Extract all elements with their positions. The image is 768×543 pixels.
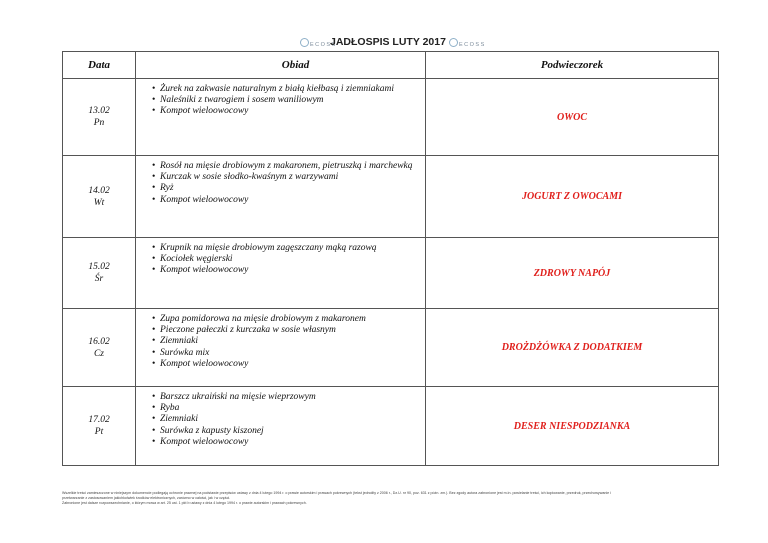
table-row xyxy=(63,156,719,238)
date-value: 17.02 xyxy=(88,415,110,425)
copyright-footer xyxy=(62,491,752,507)
dish-item: • Zupa pomidorowa na mięsie drobiowym z makaronem xyxy=(152,314,425,325)
day-value: Pn xyxy=(93,118,105,128)
day-value: Pt xyxy=(94,427,104,437)
page-header xyxy=(0,36,768,52)
dish-item: • Ryż xyxy=(152,183,425,194)
ecoss-logo-right: ECOSS xyxy=(449,38,486,48)
dish-item: • Kompot wieloowocowy xyxy=(152,265,425,276)
dishes-cell xyxy=(136,156,426,238)
date-cell xyxy=(63,79,136,156)
header-date: Data xyxy=(63,52,136,79)
dish-item: • Kompot wieloowocowy xyxy=(152,195,425,206)
table-row xyxy=(63,309,719,387)
dish-item: • Pieczone pałeczki z kurczaka w sosie własnym xyxy=(152,325,425,336)
snack-cell: JOGURT Z OWOCAMI xyxy=(426,156,719,238)
dish-item: • Kompot wieloowocowy xyxy=(152,437,425,448)
table-row xyxy=(63,238,719,309)
header-snack: Podwieczorek xyxy=(426,52,719,79)
dish-item: • Kompot wieloowocowy xyxy=(152,359,425,370)
date-cell xyxy=(63,238,136,309)
footer-line: przetwarzanie z zastosowaniem jakichkolwiek środków elektronicznych, zarówno w całości, jak i w części. xyxy=(62,496,231,501)
day-value: Wt xyxy=(93,197,105,208)
snack-cell: OWOC xyxy=(426,79,719,156)
logo-mark-icon xyxy=(300,38,309,47)
day-value: Śr xyxy=(94,274,104,284)
table-row xyxy=(63,79,719,156)
page-title: JADŁOSPIS LUTY 2017 xyxy=(330,36,446,48)
dishes-cell xyxy=(136,79,426,156)
date-cell xyxy=(63,309,136,387)
dish-item: • Naleśniki z twarogiem i sosem waniliowym xyxy=(152,95,425,106)
dish-item: • Barszcz ukraiński na mięsie wieprzowym xyxy=(152,392,425,403)
date-value: 13.02 xyxy=(88,106,110,116)
dish-item: • Ziemniaki xyxy=(152,336,425,347)
footer-line: Wszelkie treści zamieszczone w niniejszym dokumencie podlegają ochronie prawnej na podstawie przepisów ustawy z dnia 4 lutego 1994 r. o prawie autorskim i prawach pokrewnych (tekst jednolity z 2006 r., Dz.U. nr 90, poz. 631 z późn. zm.). Bez zgody autora zabronione jest m.in. powielanie treści, ich kopiowanie, przedruk, przechowywanie i xyxy=(62,491,611,495)
dish-item: • Rosół na mięsie drobiowym z makaronem, pietruszką i marchewką xyxy=(152,161,425,172)
ecoss-logo-left: ECOSS xyxy=(300,38,337,48)
date-value: 15.02 xyxy=(88,262,110,272)
dishes-cell xyxy=(136,309,426,387)
dish-item: • Kociołek węgierski xyxy=(152,254,425,265)
dishes-cell xyxy=(136,238,426,309)
date-cell xyxy=(63,387,136,466)
dish-item: • Ryba xyxy=(152,403,425,414)
dish-item: • Ziemniaki xyxy=(152,414,425,425)
date-cell xyxy=(63,156,136,238)
dish-item: • Kurczak w sosie słodko-kwaśnym z warzywami xyxy=(152,172,425,183)
date-value: 16.02 xyxy=(88,336,110,347)
table-row xyxy=(63,387,719,466)
dish-item: • Krupnik na mięsie drobiowym zagęszczany mąką razową xyxy=(152,243,425,254)
snack-cell: DESER NIESPODZIANKA xyxy=(426,387,719,466)
snack-cell: DROŻDŻÓWKA Z DODATKIEM xyxy=(426,309,719,387)
day-value: Cz xyxy=(93,348,105,359)
footer-line: Zabronione jest dalsze rozpowszechnianie, o którym mowa w art. 25 ust. 1 pkt b ustawy z dnia 4 lutego 1994 r. o prawie autorskim i prawach pokrewnych. xyxy=(62,501,307,506)
logo-mark-icon xyxy=(449,38,458,47)
menu-table xyxy=(62,51,719,466)
date-value: 14.02 xyxy=(88,185,110,196)
dish-item: • Surówka mix xyxy=(152,348,425,359)
snack-cell: ZDROWY NAPÓJ xyxy=(426,238,719,309)
dish-item: • Kompot wieloowocowy xyxy=(152,106,425,117)
header-lunch: Obiad xyxy=(136,52,426,79)
dish-item: • Surówka z kapusty kiszonej xyxy=(152,426,425,437)
dish-item: • Żurek na zakwasie naturalnym z białą kiełbasą i ziemniakami xyxy=(152,84,425,95)
dishes-cell xyxy=(136,387,426,466)
